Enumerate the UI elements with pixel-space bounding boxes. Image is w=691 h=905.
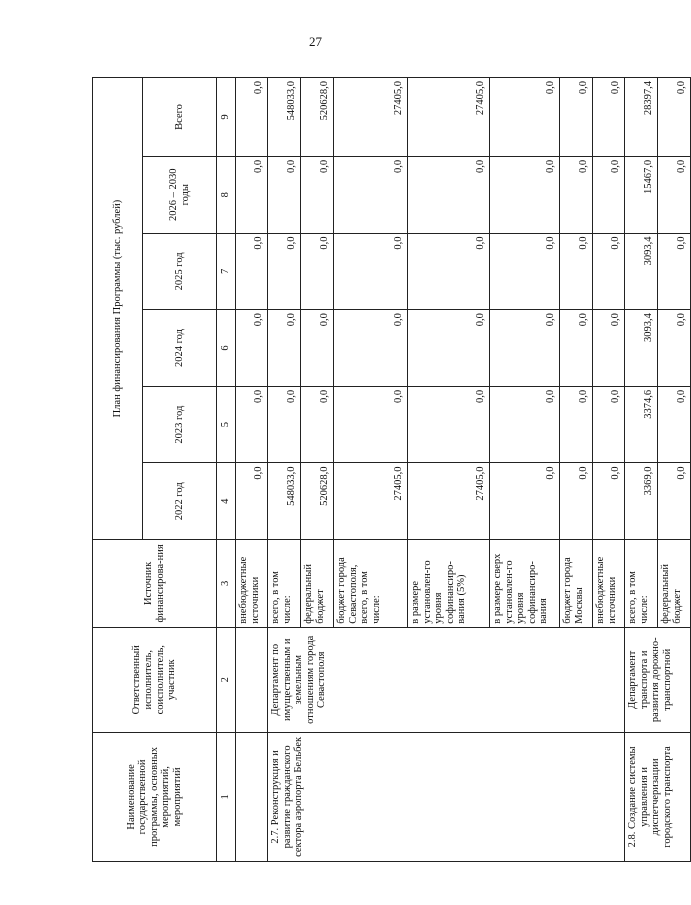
page-number: 27 (309, 34, 322, 49)
value-2025: 0,0 (560, 233, 593, 310)
value-2023: 0,0 (658, 386, 691, 463)
value-2026-2030: 0,0 (560, 156, 593, 233)
source-cell: внебюджетные источники (593, 540, 625, 628)
value-2022: 3369,0 (625, 463, 658, 540)
value-2025: 0,0 (268, 233, 301, 310)
header-name: Наименование государственной программы, основных мероприятий, мероприятий (93, 732, 217, 861)
table-row (625, 78, 658, 862)
value-2026-2030: 0,0 (301, 156, 334, 233)
header-2025: 2025 год (143, 233, 217, 310)
column-number: 5 (217, 386, 236, 463)
value-total: 0,0 (490, 78, 560, 157)
column-number: 3 (217, 540, 236, 628)
value-2026-2030: 0,0 (236, 156, 268, 233)
measure-name-2-7: 2.7. Реконструкция и развитие гражданского сектора аэропорта Бельбек (268, 732, 625, 861)
column-number: 9 (217, 78, 236, 157)
value-2024: 3093,4 (625, 310, 658, 387)
value-2026-2030: 15467,0 (625, 156, 658, 233)
column-number: 2 (217, 627, 236, 732)
value-total: 548033,0 (268, 78, 301, 157)
value-2023: 0,0 (236, 386, 268, 463)
measure-name-2-8: 2.8. Создание системы управления и диспетчеризации городского транспорта (625, 732, 691, 861)
header-2024: 2024 год (143, 310, 217, 387)
value-2025: 0,0 (236, 233, 268, 310)
value-2025: 0,0 (593, 233, 625, 310)
value-2022: 520628,0 (301, 463, 334, 540)
value-2024: 0,0 (490, 310, 560, 387)
value-2023: 0,0 (301, 386, 334, 463)
table-row (236, 78, 268, 862)
source-cell: федеральный бюджет (301, 540, 334, 628)
value-total: 0,0 (593, 78, 625, 157)
header-responsible: Ответственный исполнитель, соисполнитель, участник (93, 627, 217, 732)
header-2023: 2023 год (143, 386, 217, 463)
value-2022: 0,0 (490, 463, 560, 540)
value-2024: 0,0 (236, 310, 268, 387)
value-total: 0,0 (658, 78, 691, 157)
value-2022: 0,0 (658, 463, 691, 540)
column-number: 1 (217, 732, 236, 861)
table-row (268, 78, 301, 862)
source-cell: федеральный бюджет (658, 540, 691, 628)
value-2025: 0,0 (408, 233, 490, 310)
value-2023: 0,0 (268, 386, 301, 463)
header-2022: 2022 год (143, 463, 217, 540)
source-cell: всего, в том числе: (268, 540, 301, 628)
rotated-table-container (92, 77, 688, 862)
value-2026-2030: 0,0 (490, 156, 560, 233)
header-2026-2030: 2026 – 2030 годы (143, 156, 217, 233)
source-cell: всего, в том числе: (625, 540, 658, 628)
value-2022: 27405,0 (408, 463, 490, 540)
header-plan: План финансирования Программы (тыс. рублей) (93, 78, 143, 540)
value-2025: 0,0 (334, 233, 408, 310)
value-total: 520628,0 (301, 78, 334, 157)
value-2022: 27405,0 (334, 463, 408, 540)
header-total: Всего (143, 78, 217, 157)
value-2024: 0,0 (658, 310, 691, 387)
value-2026-2030: 0,0 (408, 156, 490, 233)
value-2023: 0,0 (593, 386, 625, 463)
value-2026-2030: 0,0 (334, 156, 408, 233)
value-2024: 0,0 (560, 310, 593, 387)
value-2024: 0,0 (268, 310, 301, 387)
value-2022: 0,0 (236, 463, 268, 540)
value-2024: 0,0 (408, 310, 490, 387)
value-2025: 0,0 (658, 233, 691, 310)
value-2026-2030: 0,0 (593, 156, 625, 233)
name-cell-empty (236, 732, 268, 861)
column-number: 4 (217, 463, 236, 540)
value-total: 28397,4 (625, 78, 658, 157)
value-2025: 0,0 (490, 233, 560, 310)
value-2024: 0,0 (593, 310, 625, 387)
financing-table (92, 77, 691, 862)
column-number: 7 (217, 233, 236, 310)
source-cell: в размере сверх установлен-го уровня софинансиро-вания (490, 540, 560, 628)
value-2023: 0,0 (334, 386, 408, 463)
value-2024: 0,0 (301, 310, 334, 387)
column-number-row (217, 78, 236, 862)
value-2025: 0,0 (301, 233, 334, 310)
column-number: 6 (217, 310, 236, 387)
value-2022: 0,0 (593, 463, 625, 540)
responsible-2-7: Департамент по имущественным и земельным отношениям города Севастополя (268, 627, 625, 732)
value-2022: 0,0 (560, 463, 593, 540)
source-cell: внебюджетные источники (236, 540, 268, 628)
value-2022: 548033,0 (268, 463, 301, 540)
value-total: 27405,0 (334, 78, 408, 157)
value-total: 27405,0 (408, 78, 490, 157)
source-cell: бюджет города Севастополя, всего, в том числе: (334, 540, 408, 628)
source-cell: в размере установлен-го уровня софинансиро-вания (5%) (408, 540, 490, 628)
value-2026-2030: 0,0 (658, 156, 691, 233)
value-2023: 0,0 (560, 386, 593, 463)
value-total: 0,0 (236, 78, 268, 157)
value-2023: 3374,6 (625, 386, 658, 463)
responsible-cell-empty (236, 627, 268, 732)
source-cell: бюджет города Москвы (560, 540, 593, 628)
value-2023: 0,0 (408, 386, 490, 463)
column-number: 8 (217, 156, 236, 233)
value-2026-2030: 0,0 (268, 156, 301, 233)
responsible-2-8: Департамент транспорта и развития дорожно-транспортной (625, 627, 691, 732)
value-2024: 0,0 (334, 310, 408, 387)
value-2025: 3093,4 (625, 233, 658, 310)
value-total: 0,0 (560, 78, 593, 157)
header-source: Источник финансирова-ния (93, 540, 217, 628)
value-2023: 0,0 (490, 386, 560, 463)
